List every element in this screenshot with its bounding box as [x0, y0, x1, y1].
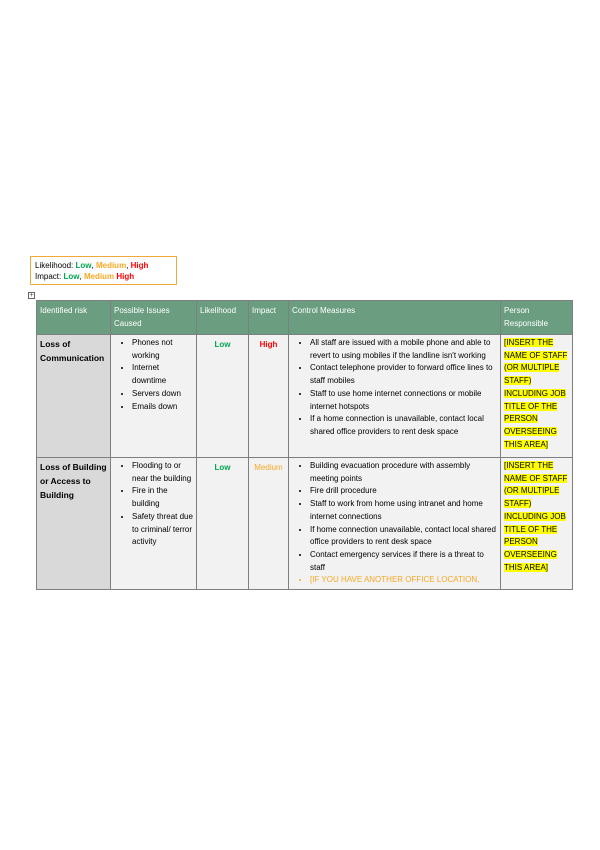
control-item-placeholder: • [IF YOU HAVE ANOTHER OFFICE LOCATION,: [310, 574, 497, 587]
control-item: • Building evacuation procedure with assembly meeting points: [310, 460, 497, 485]
header-identified-risk: Identified risk: [37, 301, 111, 335]
impact-value: Medium: [254, 463, 283, 472]
risk-name-cell[interactable]: Loss of Building or Access to Building: [37, 458, 111, 590]
issue-item: • Safety threat due to criminal/ terror activity: [132, 511, 193, 549]
control-item: • Contact telephone provider to forward office lines to staff mobiles: [310, 362, 497, 387]
header-possible-issues: Possible Issues Caused: [111, 301, 197, 335]
control-item: • All staff are issued with a mobile phone and able to revert to using mobiles if the landline isn't working: [310, 337, 497, 362]
control-item: • Contact emergency services if there is a threat to staff: [310, 549, 497, 574]
person-cell[interactable]: [501, 335, 573, 458]
controls-cell[interactable]: [289, 458, 501, 590]
header-likelihood: Likelihood: [197, 301, 249, 335]
legend-medium: Medium: [83, 272, 115, 281]
risk-assessment-table: [36, 300, 573, 590]
issue-item: • Emails down: [132, 401, 193, 414]
person-cell[interactable]: [501, 458, 573, 590]
risk-name-cell[interactable]: Loss of Communication: [37, 335, 111, 458]
table-row: [37, 335, 573, 458]
person-responsible-placeholder: [INSERT THE NAME OF STAFF (OR MULTIPLE STAFF) INCLUDING JOB TITLE OF THE PERSON OVERSEEING THIS AREA]: [504, 338, 568, 449]
table-row: [37, 458, 573, 590]
impact-legend-line: Impact: Low, Medium High: [35, 272, 135, 281]
control-item: • If home connection unavailable, contact local shared office providers to rent desk space: [310, 524, 497, 549]
legend-low: Low: [75, 261, 92, 270]
impact-legend-label: Impact:: [35, 272, 62, 281]
controls-cell[interactable]: [289, 335, 501, 458]
likelihood-value: Low: [214, 463, 231, 472]
person-responsible-placeholder: [INSERT THE NAME OF STAFF (OR MULTIPLE STAFF) INCLUDING JOB TITLE OF THE PERSON OVERSEEING THIS AREA]: [504, 461, 568, 572]
control-item: • If a home connection is unavailable, contact local shared office providers to rent desk space: [310, 413, 497, 438]
impact-value: High: [259, 340, 278, 349]
header-control-measures: Control Measures: [289, 301, 501, 335]
header-person-responsible: Person Responsible: [501, 301, 573, 335]
control-item: • Staff to use home internet connections or mobile internet hotspots: [310, 388, 497, 413]
table-header-row: [37, 301, 573, 335]
control-item: • Staff to work from home using intranet and home internet connections: [310, 498, 497, 523]
likelihood-cell[interactable]: [197, 335, 249, 458]
likelihood-cell[interactable]: [197, 458, 249, 590]
header-impact: Impact: [249, 301, 289, 335]
table-move-handle-icon[interactable]: +: [29, 292, 34, 299]
legend-medium: Medium: [95, 261, 127, 270]
legend-high: High: [116, 272, 135, 281]
likelihood-value: Low: [214, 340, 231, 349]
likelihood-legend-label: Likelihood:: [35, 261, 74, 270]
issue-item: • Flooding to or near the building: [132, 460, 193, 485]
issue-item: • Phones not working: [132, 337, 193, 362]
control-item: • Fire drill procedure: [310, 485, 497, 498]
issues-cell[interactable]: [111, 335, 197, 458]
issue-item: • Fire in the building: [132, 485, 193, 510]
legend-high: High: [130, 261, 149, 270]
impact-cell[interactable]: [249, 458, 289, 590]
legend-low: Low: [63, 272, 80, 281]
issue-item: • Internet downtime: [132, 362, 193, 387]
issue-item: • Servers down: [132, 388, 193, 401]
impact-cell[interactable]: [249, 335, 289, 458]
rating-legend: [30, 256, 177, 285]
issues-cell[interactable]: [111, 458, 197, 590]
likelihood-legend-line: Likelihood: Low, Medium, High: [35, 261, 149, 270]
